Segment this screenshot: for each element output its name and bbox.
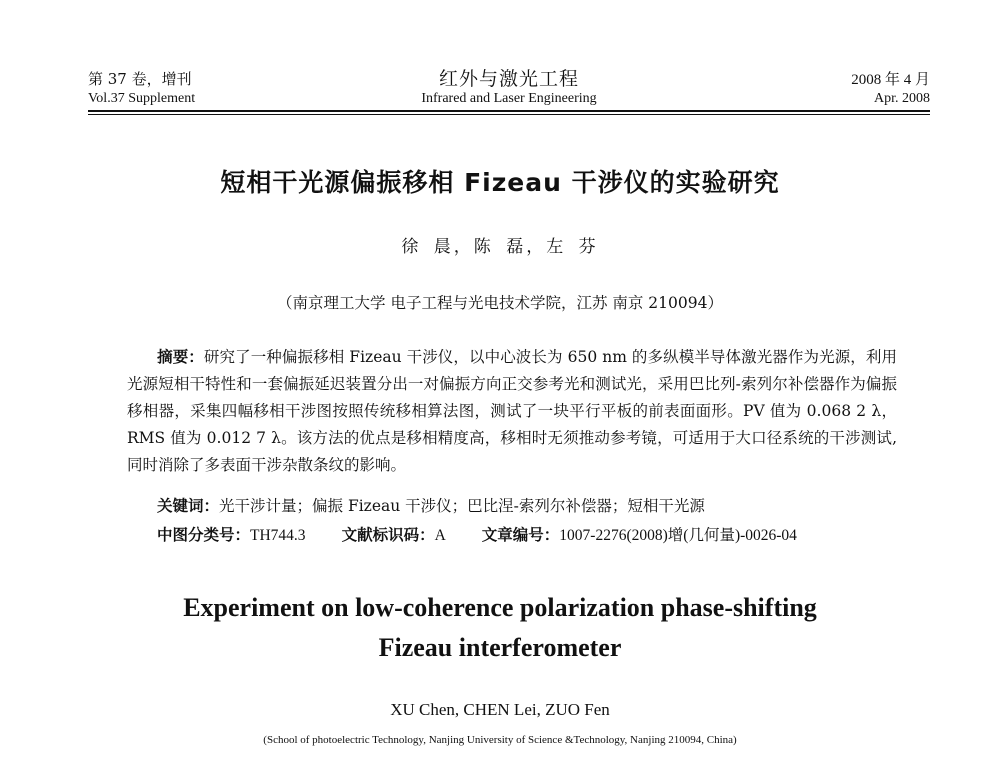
keywords-label: 关键词：: [157, 497, 220, 515]
paper-title-en-line2: Fizeau interferometer: [378, 633, 622, 662]
authors-cn: 徐 晨，陈 磊，左 芬: [401, 237, 599, 257]
header-rule-thick: [88, 110, 930, 112]
journal-title-cn: 红外与激光工程: [438, 68, 579, 90]
abstract-text: 研究了一种偏振移相 Fizeau 干涉仪，以中心波长为 650 nm 的多纵模半导体激光器作为光源，利用光源短相干特性和一套偏振延迟装置分出一对偏振方向正交参考光和测试光，采用巴比列-索列尔补偿器作为偏振移相器，采集四幅移相干涉图按照传统移相算法图，测试了一块平行平板的前表面面形。PV 值为 0.068 2 λ，RMS 值为 0.012 7 λ。该方法的优点是移相精度高，移相时无须推动参考镜，可适用于大口径系统的干涉测试,同时消除了多表面干涉杂散条纹的影响。: [127, 348, 897, 474]
classification-line: [157, 523, 897, 545]
running-header: [88, 58, 930, 112]
paper-title-en: [0, 588, 1000, 668]
article-number-label: 文章编号：: [481, 526, 560, 544]
issue-date-cn: 2008 年 4 月: [851, 72, 930, 88]
volume-en: Vol.37 Supplement: [88, 91, 196, 106]
doc-code-value: A: [434, 527, 446, 544]
clc-label: 中图分类号：: [157, 526, 251, 544]
affiliation-cn: （南京理工大学 电子工程与光电技术学院，江苏 南京 210094）: [277, 294, 723, 312]
abstract-cn: [127, 344, 897, 479]
volume-cn: 第 37 卷，增刊: [88, 70, 192, 88]
journal-title-en: Infrared and Laser Engineering: [421, 91, 597, 106]
affiliation-en: (School of photoelectric Technology, Nanjing University of Science &Technology, Nanjing 210094, China): [263, 734, 737, 746]
clc-value: TH744.3: [250, 527, 306, 544]
paper-title-cn: 短相干光源偏振移相 Fizeau 干涉仪的实验研究: [220, 168, 780, 197]
keywords-text: 光干涉计量；偏振 Fizeau 干涉仪；巴比涅-索列尔补偿器；短相干光源: [219, 497, 705, 515]
authors-en: XU Chen, CHEN Lei, ZUO Fen: [390, 700, 610, 719]
article-number-value: 1007-2276(2008)增(几何量)-0026-04: [559, 527, 797, 544]
issue-date-en: Apr. 2008: [874, 91, 930, 106]
paper-title-en-line1: Experiment on low-coherence polarization phase-shifting: [183, 593, 817, 622]
header-rule-thin: [88, 114, 930, 115]
abstract-label: 摘要：: [157, 348, 204, 366]
keywords-cn: [157, 494, 705, 516]
doc-code-label: 文献标识码：: [341, 526, 435, 544]
